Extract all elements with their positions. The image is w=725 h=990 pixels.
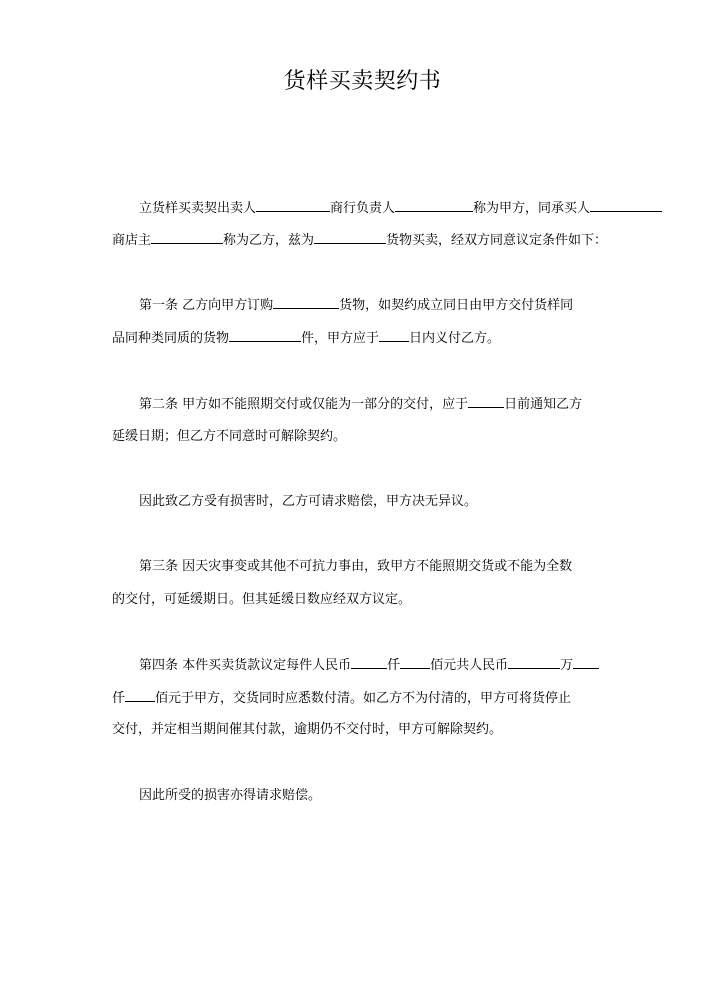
paragraph-line (139, 200, 662, 217)
text-run: 佰元于甲方，交货同时应悉数付清。如乙方不为付清的，甲方可将货停止 (155, 691, 572, 706)
paragraph-line (112, 429, 346, 445)
fill-in-blank (256, 200, 330, 212)
fill-in-blank (273, 297, 339, 309)
text-run: 仟 (112, 691, 126, 706)
paragraph-line (112, 722, 502, 738)
text-run: 件，甲方应于 (301, 331, 380, 346)
paragraph-line (112, 330, 500, 347)
text-run: 立货样买卖契出卖人 (139, 201, 257, 216)
text-run: 日内义付乙方。 (409, 331, 501, 346)
paragraph-line (112, 232, 607, 249)
text-run: 交付，并定相当期间催其付款，逾期仍不交付时，甲方可解除契约。 (112, 722, 503, 737)
paragraph-line (139, 788, 321, 804)
fill-in-blank (229, 330, 301, 342)
paragraph-line (139, 396, 582, 413)
text-run: 货物，如契约成立同日由甲方交付货样同 (339, 298, 574, 313)
text-run: 万 (560, 658, 574, 673)
fill-in-blank (590, 200, 662, 212)
text-run: 称为乙方，兹为 (223, 233, 315, 248)
paragraph-line (112, 592, 411, 608)
text-run: 因此所受的损害亦得请求赔偿。 (139, 788, 322, 803)
text-run: 延缓日期；但乙方不同意时可解除契约。 (112, 429, 347, 444)
fill-in-blank (395, 200, 473, 212)
paragraph-line (112, 690, 571, 707)
fill-in-blank (379, 330, 409, 342)
fill-in-blank (508, 657, 560, 669)
text-run: 佰元共人民币 (430, 658, 509, 673)
document-title: 货样买卖契约书 (283, 69, 442, 94)
paragraph-line (139, 494, 477, 510)
text-run: 的交付，可延缓期日。但其延缓日数应经双方议定。 (112, 592, 412, 607)
text-run: 商店主 (112, 233, 152, 248)
text-run: 仟 (387, 658, 401, 673)
paragraph-line (139, 657, 599, 674)
fill-in-blank (468, 396, 504, 408)
paragraph-line (139, 559, 572, 575)
text-run: 日前通知乙方 (504, 397, 583, 412)
text-run: 商行负责人 (330, 201, 396, 216)
text-run: 称为甲方，同承买人 (473, 201, 591, 216)
fill-in-blank (151, 232, 223, 244)
text-run: 第三条 因天灾事变或其他不可抗力事由，致甲方不能照期交货或不能为全数 (139, 559, 573, 574)
fill-in-blank (573, 657, 599, 669)
fill-in-blank (351, 657, 387, 669)
text-run: 第二条 甲方如不能照期交付或仅能为一部分的交付，应于 (139, 397, 469, 412)
paragraph-line (139, 297, 573, 314)
text-run: 品同种类同质的货物 (112, 331, 230, 346)
text-run: 因此致乙方受有损害时，乙方可请求赔偿，甲方决无异议。 (139, 494, 478, 509)
fill-in-blank (400, 657, 430, 669)
text-run: 第四条 本件买卖货款议定每件人民币 (139, 658, 352, 673)
text-run: 货物买卖，经双方同意议定条件如下： (386, 233, 608, 248)
fill-in-blank (314, 232, 386, 244)
text-run: 第一条 乙方向甲方订购 (139, 298, 274, 313)
fill-in-blank (125, 690, 155, 702)
